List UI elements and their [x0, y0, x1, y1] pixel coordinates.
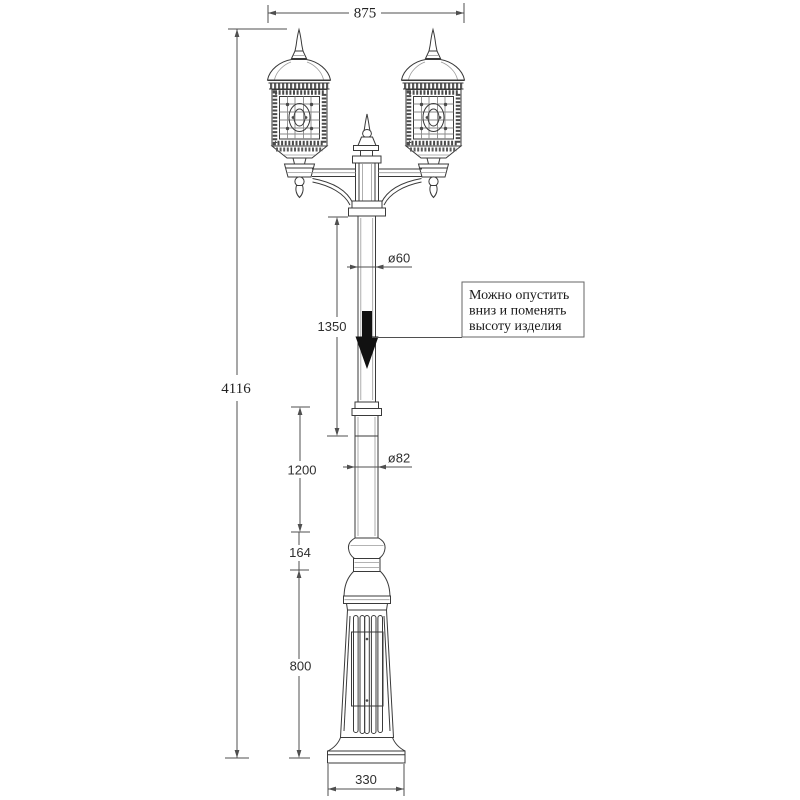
hub-finial-spike — [364, 114, 370, 131]
dim-overall-height-label: 4116 — [221, 381, 251, 397]
dim-base-height — [289, 570, 311, 758]
callout-line-3: высоту изделия — [469, 319, 562, 334]
callout-line-1: Можно опустить — [469, 288, 570, 303]
dim-joint-length-label: 164 — [289, 545, 311, 560]
dim-mid-section-length-label: 1200 — [287, 462, 317, 478]
base-plinth — [328, 751, 406, 763]
dim-upper-pole-length — [318, 217, 348, 436]
upper-pole — [358, 216, 376, 402]
left-arm — [312, 169, 356, 205]
height-adjust-annotation — [356, 282, 585, 369]
door-screw-top — [366, 638, 369, 641]
lower-pole — [355, 416, 378, 539]
dim-lower-pole-diameter-label: ø82 — [387, 450, 411, 466]
dim-overall-width-label: 875 — [353, 5, 377, 22]
right-arm — [379, 169, 423, 205]
hub-finial-ball — [363, 130, 372, 138]
dim-overall-width — [268, 3, 464, 23]
dim-base-width — [328, 764, 404, 796]
dim-upper-pole-diameter-label: ø60 — [387, 250, 411, 266]
callout-line-2: вниз и поменять — [469, 303, 567, 319]
dim-mid-section-length — [288, 407, 317, 532]
door-screw-bottom — [366, 699, 369, 702]
base — [328, 538, 406, 763]
dim-upper-pole-length-label: 1350 — [317, 319, 347, 334]
dim-base-width-label: 330 — [355, 772, 377, 787]
base-shaft — [341, 610, 394, 738]
dim-base-height-label: 800 — [289, 658, 312, 674]
pole-joint-collar — [352, 402, 382, 416]
dim-joint-length — [289, 532, 311, 578]
dim-upper-pole-diameter — [347, 251, 412, 270]
